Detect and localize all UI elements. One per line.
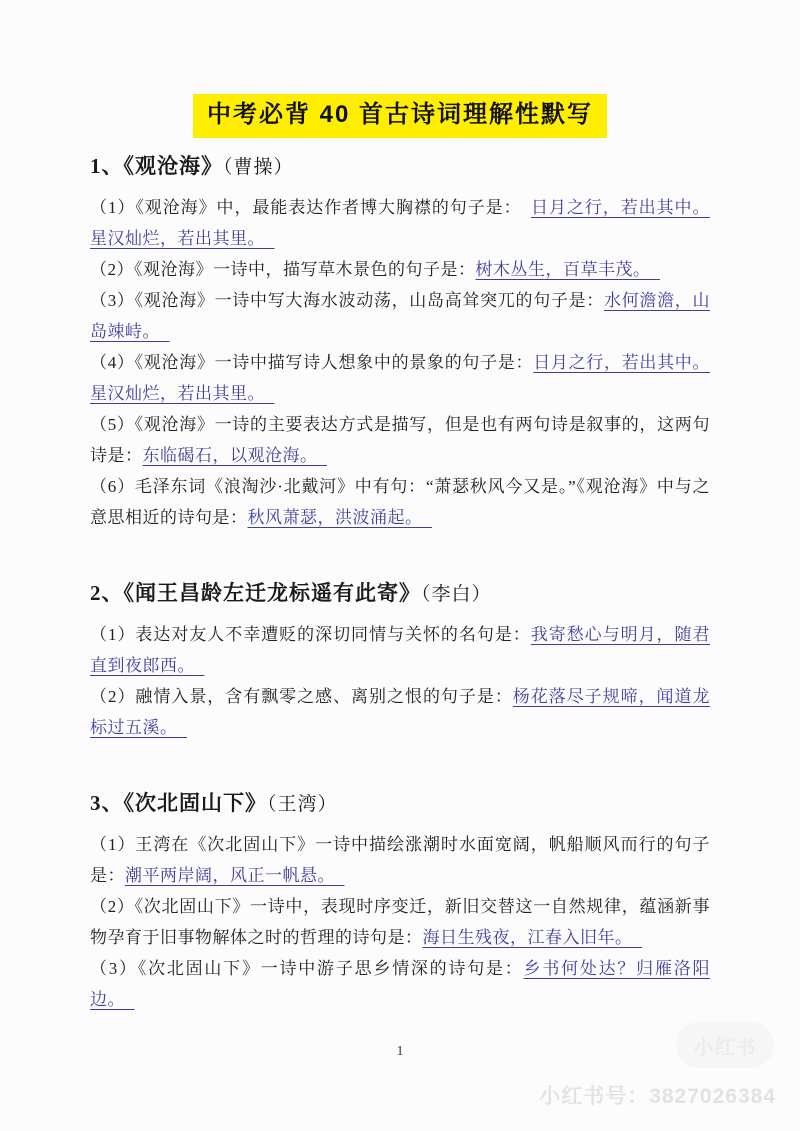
section-guancanghai — [90, 150, 710, 533]
section-wenwangchangling — [90, 577, 710, 743]
question-text: （4）《观沧海》一诗中描写诗人想象中的景象的句子是： — [90, 352, 534, 372]
question — [90, 681, 710, 743]
question-text: （3）《次北固山下》一诗中游子思乡情深的诗句是： — [90, 958, 524, 978]
question — [90, 953, 710, 1015]
question — [90, 409, 710, 471]
question — [90, 347, 710, 409]
title-wrap — [90, 94, 710, 138]
question — [90, 829, 710, 891]
section-number: 2、 — [90, 580, 124, 605]
section-title: 《次北固山下》 — [123, 790, 267, 815]
watermark-account-text: 小红书号：3827026384 — [539, 1085, 776, 1108]
section-title: 《观沧海》 — [123, 153, 223, 178]
section-author: （曹操） — [223, 156, 294, 178]
answer-text: 秋风萧瑟，洪波涌起。 — [247, 507, 423, 527]
answer-text: 乡书何处达？归雁洛阳边。 — [90, 958, 711, 1009]
section-heading — [90, 787, 710, 817]
question-text: （6）毛泽东词《浪淘沙·北戴河》中有句：“萧瑟秋风今又是。”《观沧海》中与之意思相近的诗句是： — [90, 476, 710, 527]
section-cibeigushanxia — [90, 787, 710, 1015]
question-text: （3）《观沧海》一诗中写大海水波动荡，山岛高耸突兀的句子是： — [90, 290, 604, 310]
page-title: 中考必背 40 首古诗词理解性默写 — [193, 94, 607, 138]
question-text: （2）融情入景，含有飘零之感、离别之恨的句子是： — [90, 686, 513, 706]
section-title: 《闻王昌龄左迁龙标遥有此寄》 — [123, 580, 421, 605]
section-number: 3、 — [90, 790, 124, 815]
question-text: （2）《观沧海》一诗中，描写草木景色的句子是： — [90, 259, 476, 279]
question-text: （1）《观沧海》中，最能表达作者博大胸襟的句子是： — [90, 197, 532, 217]
answer-text: 海日生残夜，江春入旧年。 — [422, 927, 633, 947]
question-text: （1）表达对友人不幸遭贬的深切同情与关怀的名句是： — [90, 624, 531, 644]
page-number: 1 — [396, 1044, 404, 1059]
question — [90, 285, 710, 347]
section-number: 1、 — [90, 153, 124, 178]
answer-text: 东临碣石，以观沧海。 — [142, 445, 318, 465]
answer-text: 日月之行，若出其中。星汉灿烂，若出其里。 — [90, 197, 711, 248]
answer-text: 杨花落尽子规啼，闻道龙标过五溪。 — [90, 686, 711, 737]
section-author: （李白） — [421, 583, 492, 605]
question-text: （1）王湾在《次北固山下》一诗中描绘涨潮时水面宽阔，帆船顺风而行的句子是： — [90, 834, 710, 885]
question — [90, 471, 710, 533]
question-text: （5）《观沧海》一诗的主要表达方式是描写，但是也有两句诗是叙事的，这两句诗是： — [90, 414, 710, 465]
xiaohongshu-logo-badge — [676, 1022, 774, 1068]
question — [90, 891, 710, 953]
question-text: （2）《次北固山下》一诗中，表现时序变迁，新旧交替这一自然规律，蕴涵新事物孕育于旧事物解体之时的哲理的诗句是： — [90, 896, 710, 947]
answer-text: 潮平两岸阔，风正一帆悬。 — [125, 865, 335, 885]
answer-text: 水何澹澹，山岛竦峙。 — [90, 290, 710, 341]
xiaohongshu-logo-text: 小红书 — [693, 1036, 757, 1059]
question — [90, 254, 710, 285]
answer-text: 我寄愁心与明月，随君直到夜郎西。 — [90, 624, 711, 675]
answer-text: 树木丛生，百草丰茂。 — [475, 259, 651, 279]
section-heading — [90, 150, 710, 180]
question — [90, 619, 710, 681]
section-author: （王湾） — [267, 793, 338, 815]
question — [90, 192, 710, 254]
section-heading — [90, 577, 710, 607]
answer-text: 日月之行，若出其中。星汉灿烂，若出其里。 — [90, 352, 711, 403]
